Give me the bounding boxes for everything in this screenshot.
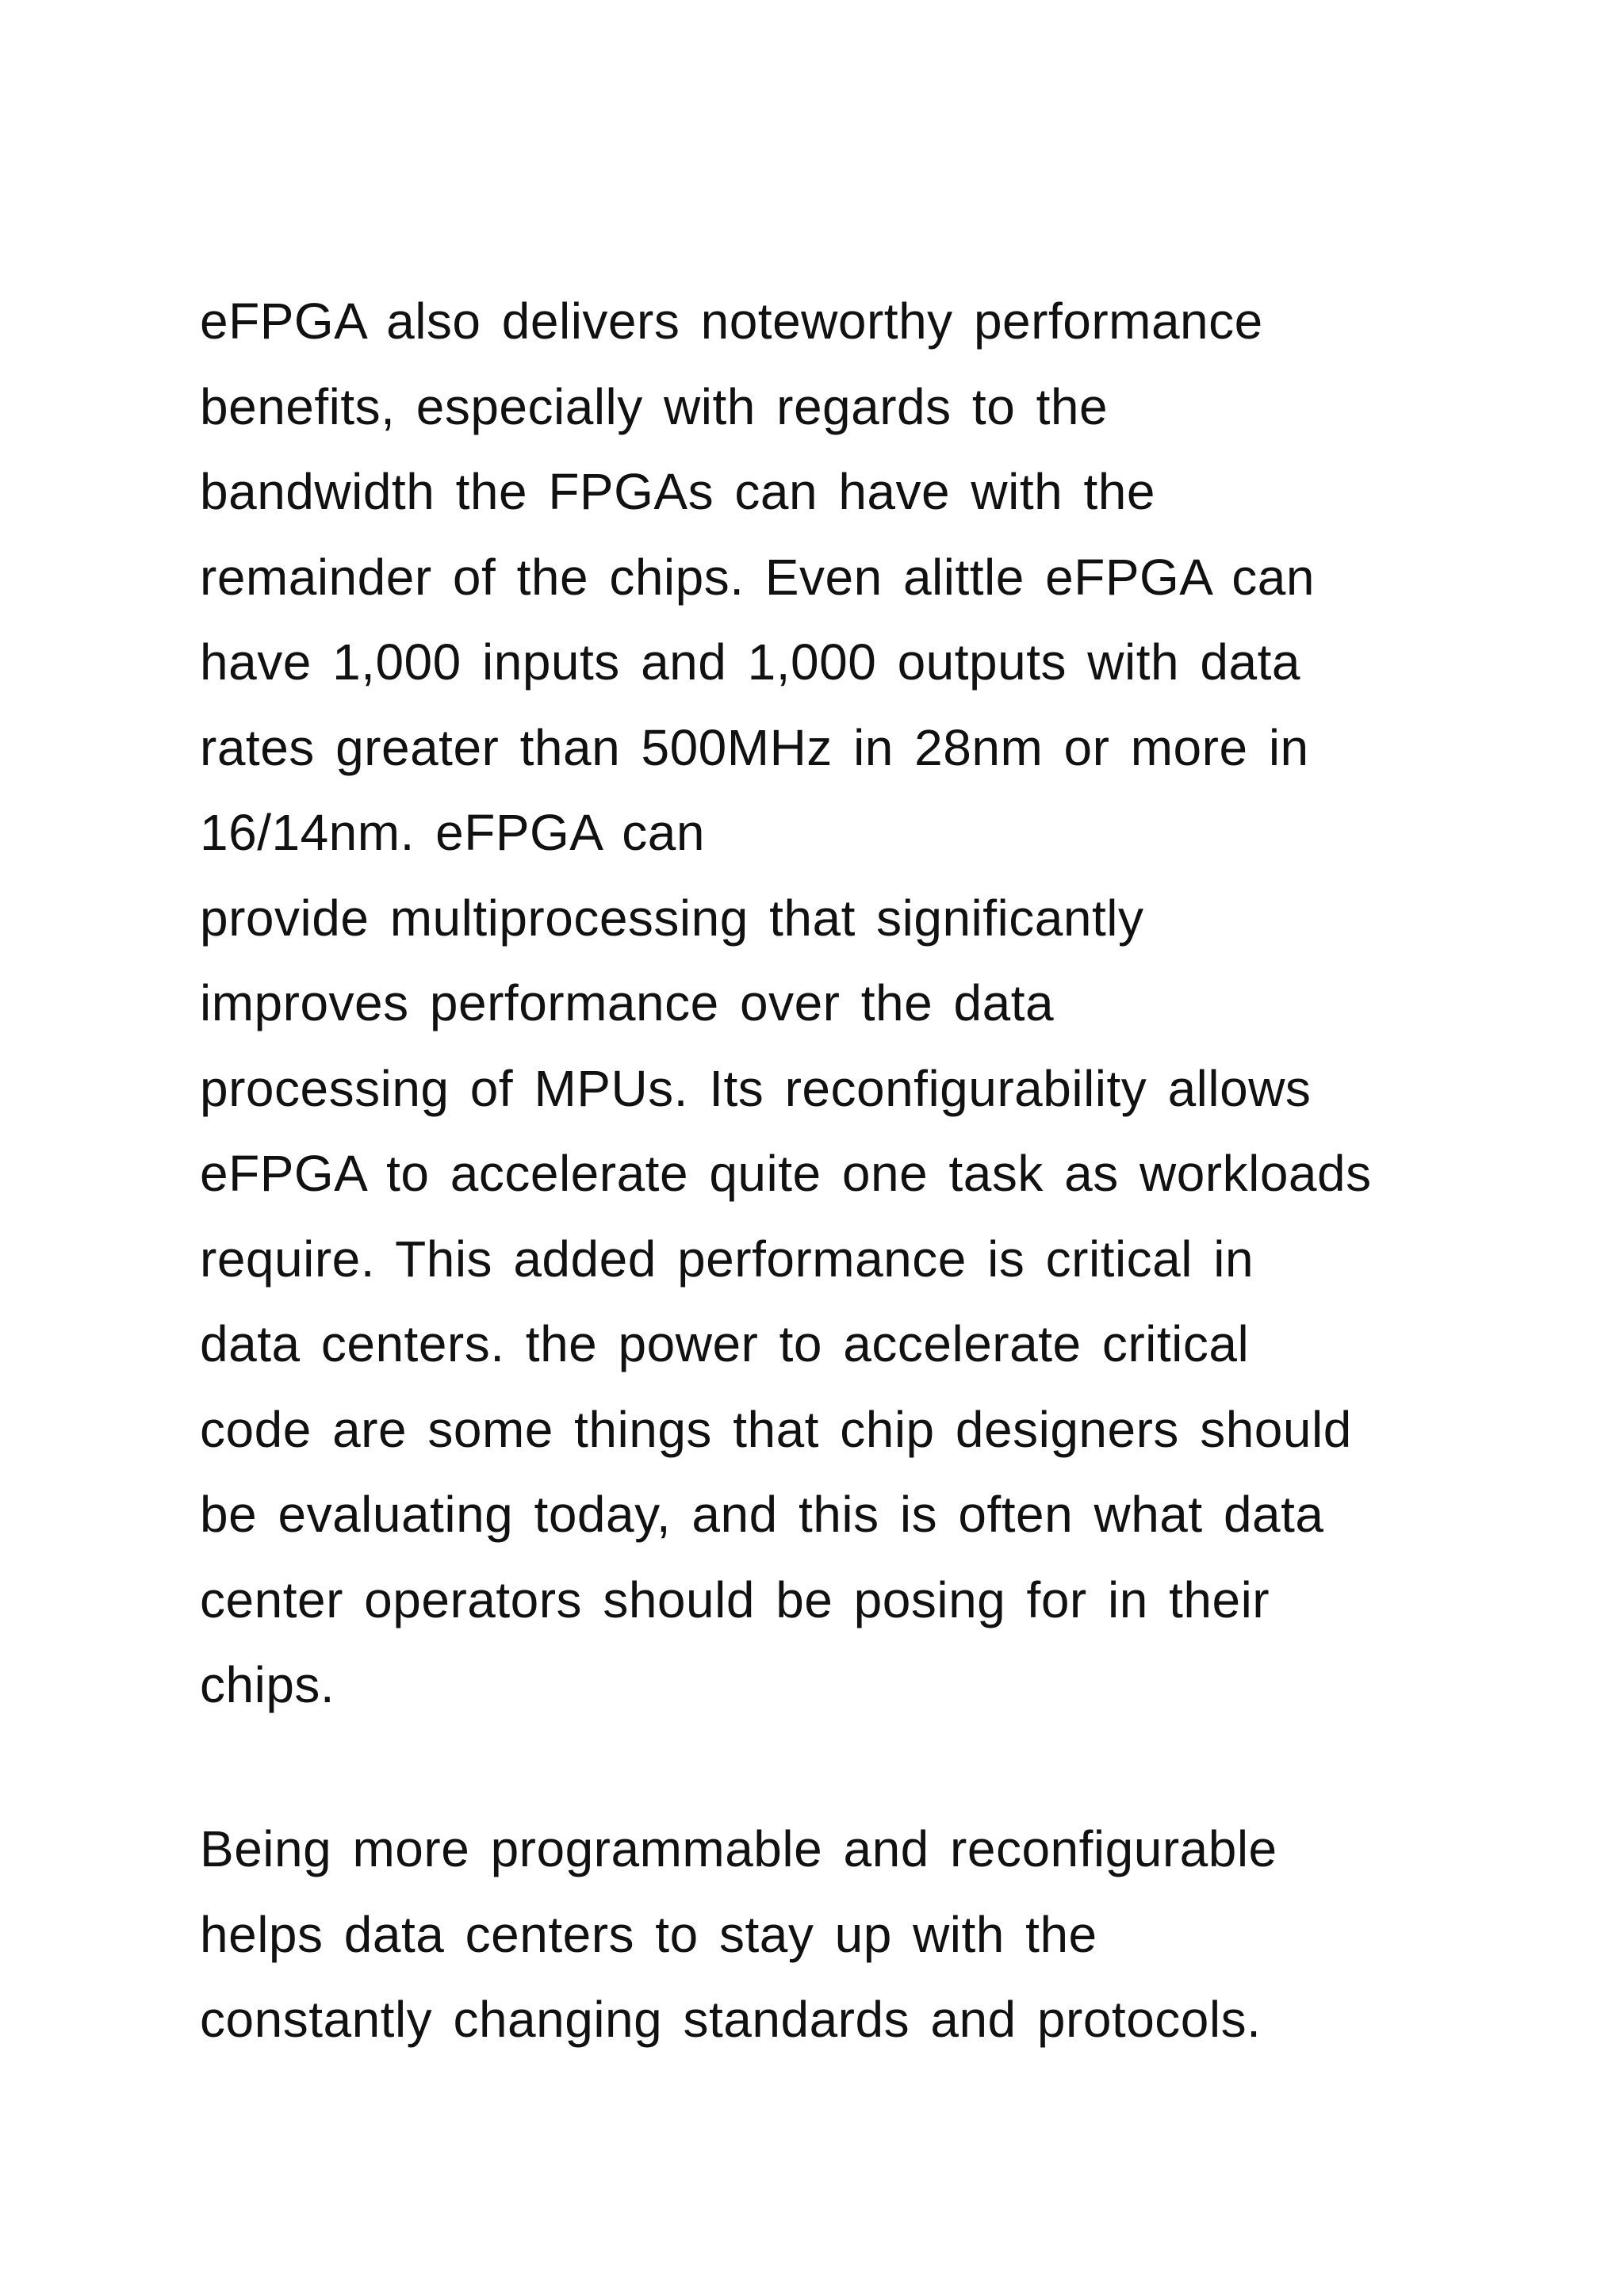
text-line: remainder of the chips. Even alittle eFPGA can — [200, 548, 1315, 606]
text-line: rates greater than 500MHz in 28nm or more in — [200, 718, 1309, 776]
text-line: code are some things that chip designers should — [200, 1400, 1352, 1458]
text-line: provide multiprocessing that significantly — [200, 889, 1144, 947]
text-line: eFPGA to accelerate quite one task as workloads — [200, 1145, 1372, 1202]
text-line: benefits, especially with regards to the — [200, 377, 1109, 435]
text-line: helps data centers to stay up with the — [200, 1905, 1097, 1963]
text-line: data centers. the power to accelerate critical — [200, 1315, 1250, 1372]
text-line: bandwidth the FPGAs can have with the — [200, 463, 1155, 520]
paragraph-programmability — [200, 1807, 1548, 2063]
text-line: processing of MPUs. Its reconfigurability allows — [200, 1059, 1312, 1117]
text-line: require. This added performance is critical in — [200, 1230, 1254, 1288]
text-line: be evaluating today, and this is often what data — [200, 1486, 1324, 1543]
text-line: improves performance over the data — [200, 974, 1055, 1031]
text-line: have 1,000 inputs and 1,000 outputs with data — [200, 633, 1300, 691]
text-line: Being more programmable and reconfigurable — [200, 1820, 1277, 1877]
text-line: constantly changing standards and protocols. — [200, 1991, 1262, 2048]
text-line: 16/14nm. eFPGA can — [200, 804, 705, 861]
text-line: eFPGA also delivers noteworthy performance — [200, 293, 1263, 350]
paragraph-efpga-performance — [200, 279, 1548, 1728]
text-line: chips. — [200, 1656, 335, 1713]
text-line: center operators should be posing for in their — [200, 1571, 1270, 1628]
